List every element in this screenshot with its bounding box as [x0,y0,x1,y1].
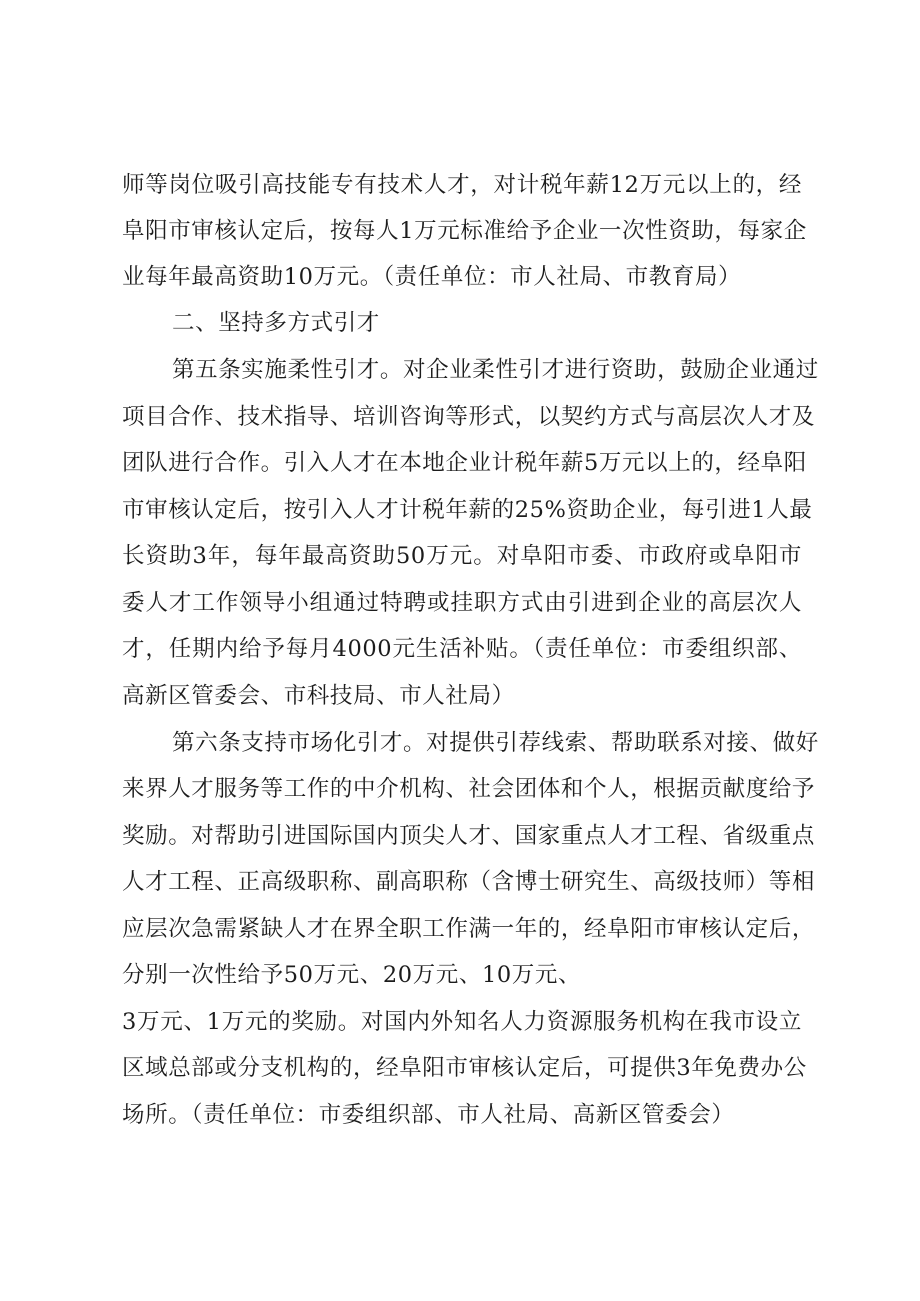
text-line: 场所。（责任单位：市委组织部、市人社局、高新区管委会） [122,1102,735,1128]
text-line: 长资助3年，每年最高资助50万元。对阜阳市委、市政府或阜阳市 [122,543,802,569]
text-line: 应层次急需紧缺人才在界全职工作满一年的，经阜阳市审核认定后， [122,916,816,942]
text-line: 才，任期内给予每月4000元生活补贴。（责任单位：市委组织部、 [122,636,802,662]
text-line: 第五条实施柔性引才。对企业柔性引才进行资助，鼓励企业通过 [172,357,819,383]
text-line: 市审核认定后，按引入人才计税年薪的25%资助企业，每引进1人最 [122,497,813,523]
text-line: 3万元、1万元的奖励。对国内外知名人力资源服务机构在我市设立 [122,1009,802,1035]
text-line: 区域总部或分支机构的，经阜阳市审核认定后，可提供3年免费办公 [122,1055,807,1081]
text-line: 阜阳市审核认定后，按每人1万元标准给予企业一次性资助，每家企 [122,218,807,244]
text-line: 业每年最高资助10万元。（责任单位：市人社局、市教育局） [122,264,742,290]
text-line: 师等岗位吸引高技能专有技术人才，对计税年薪12万元以上的，经 [122,172,802,198]
text-line: 来界人才服务等工作的中介机构、社会团体和个人，根据贡献度给予 [122,776,816,802]
text-line: 分别一次性给予50万元、20万元、10万元、 [122,962,582,988]
text-line: 高新区管委会、市科技局、市人社局） [122,683,515,709]
text-line: 项目合作、技术指导、培训咨询等形式，以契约方式与高层次人才及 [122,404,816,430]
text-line: 委人才工作领导小组通过特聘或挂职方式由引进到企业的高层次人 [122,590,802,616]
text-line: 第六条支持市场化引才。对提供引荐线索、帮助联系对接、做好 [172,730,819,756]
section-heading: 二、坚持多方式引才 [172,310,380,336]
text-line: 团队进行合作。引入人才在本地企业计税年薪5万元以上的，经阜阳 [122,450,807,476]
text-line: 人才工程、正高级职称、副高职称（含博士研究生、高级技师）等相 [122,869,816,895]
text-line: 奖励。对帮助引进国际国内顶尖人才、国家重点人才工程、省级重点 [122,823,816,849]
